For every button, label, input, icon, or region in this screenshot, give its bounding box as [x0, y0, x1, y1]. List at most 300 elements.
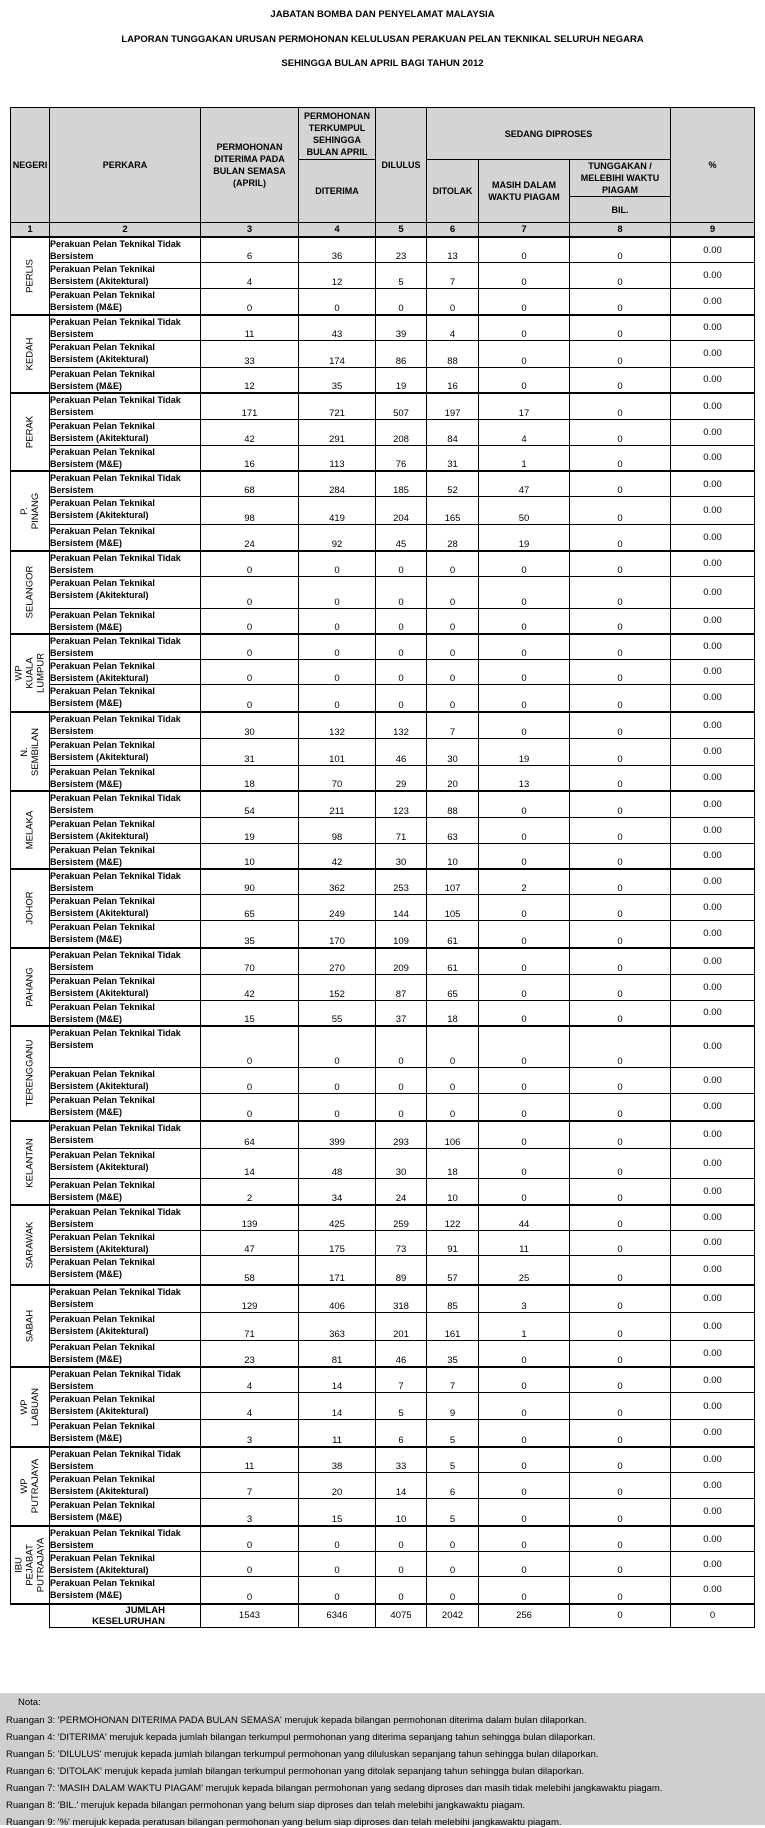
value-cell: 19 — [479, 525, 570, 551]
table-row — [11, 1121, 755, 1149]
value-cell: 61 — [427, 920, 479, 948]
value-cell: 107 — [427, 869, 479, 895]
value-cell: 0 — [299, 1552, 376, 1577]
value-cell: 14 — [376, 1472, 427, 1498]
value-cell: 0 — [201, 576, 299, 608]
value-cell: 0 — [427, 551, 479, 577]
value-cell: 91 — [427, 1230, 479, 1255]
value-cell: 0 — [299, 659, 376, 684]
value-cell: 0 — [376, 1526, 427, 1552]
value-cell: 44 — [479, 1205, 570, 1231]
item-label: Perakuan Pelan Teknikal Tidak Bersistem — [50, 869, 201, 895]
table-row — [11, 1498, 755, 1526]
value-cell: 0 — [201, 1577, 299, 1604]
value-cell: 85 — [427, 1285, 479, 1312]
value-cell: 0.00 — [671, 525, 755, 551]
value-cell: 24 — [201, 525, 299, 551]
value-cell: 4 — [479, 419, 570, 445]
value-cell: 18 — [427, 1149, 479, 1179]
value-cell: 42 — [299, 843, 376, 869]
item-label: Perakuan Pelan Teknikal Bersistem (M&E) — [50, 608, 201, 634]
note-line: Ruangan 5: 'DILULUS' merujuk kepada jumlah bilangan terkumpul permohonan yang diluluskan sepanjang tahun sehingga bulan dilaporkan. — [6, 1749, 599, 1760]
value-cell: 0 — [479, 1094, 570, 1121]
value-cell: 270 — [299, 948, 376, 974]
item-label: Perakuan Pelan Teknikal Tidak Bersistem — [50, 712, 201, 738]
value-cell: 0 — [570, 367, 671, 393]
value-cell: 0 — [570, 1577, 671, 1604]
value-cell: 0 — [479, 1472, 570, 1498]
value-cell: 0 — [570, 1498, 671, 1526]
value-cell: 0 — [299, 1526, 376, 1552]
value-cell: 5 — [427, 1498, 479, 1526]
value-cell: 0 — [570, 684, 671, 712]
state-name: SABAH — [24, 1309, 36, 1343]
value-cell: 0 — [570, 1230, 671, 1255]
value-cell: 0 — [201, 1094, 299, 1121]
value-cell: 12 — [299, 263, 376, 289]
item-label: Perakuan Pelan Teknikal Bersistem (Akitektural) — [50, 1149, 201, 1179]
value-cell: 0 — [479, 634, 570, 660]
value-cell: 0 — [201, 1526, 299, 1552]
value-cell: 0 — [299, 634, 376, 660]
value-cell: 293 — [376, 1121, 427, 1149]
table-row — [11, 367, 755, 393]
value-cell: 0 — [570, 419, 671, 445]
item-label: Perakuan Pelan Teknikal Bersistem (M&E) — [50, 843, 201, 869]
table-row — [11, 791, 755, 817]
note-line: Ruangan 8: 'BIL.' merujuk kepada bilangan permohonan yang belum siap diproses dan telah melebihi jangkawaktu piagam. — [6, 1800, 526, 1811]
value-cell: 0.00 — [671, 974, 755, 1000]
value-cell: 0.00 — [671, 659, 755, 684]
col-bil-header: BIL. — [570, 197, 671, 223]
table-row — [11, 1149, 755, 1179]
value-cell: 129 — [201, 1285, 299, 1312]
item-label: Perakuan Pelan Teknikal Tidak Bersistem — [50, 1447, 201, 1473]
value-cell: 101 — [299, 738, 376, 765]
table-row — [11, 948, 755, 974]
value-cell: 65 — [201, 894, 299, 920]
value-cell: 46 — [376, 1340, 427, 1367]
value-cell: 0 — [570, 712, 671, 738]
value-cell: 0.00 — [671, 367, 755, 393]
value-cell: 0 — [479, 608, 570, 634]
value-cell: 14 — [299, 1393, 376, 1420]
value-cell: 6 — [376, 1420, 427, 1447]
total-value: 256 — [479, 1604, 570, 1628]
value-cell: 171 — [201, 393, 299, 419]
value-cell: 0.00 — [671, 608, 755, 634]
item-label: Perakuan Pelan Teknikal Bersistem (Akitektural) — [50, 1472, 201, 1498]
value-cell: 0.00 — [671, 817, 755, 843]
state-name: SARAWAK — [24, 1221, 36, 1269]
table-row — [11, 843, 755, 869]
value-cell: 84 — [427, 419, 479, 445]
table-row — [11, 920, 755, 948]
table-row — [11, 576, 755, 608]
item-label: Perakuan Pelan Teknikal Tidak Bersistem — [50, 1285, 201, 1312]
value-cell: 0 — [570, 1312, 671, 1340]
col-number: 3 — [201, 223, 299, 238]
state-name: WP PUTRAJAYA — [19, 1458, 41, 1514]
table-row — [11, 1285, 755, 1312]
table-row — [11, 1094, 755, 1121]
value-cell: 0 — [427, 659, 479, 684]
item-label: Perakuan Pelan Teknikal Bersistem (M&E) — [50, 684, 201, 712]
value-cell: 1 — [479, 445, 570, 471]
value-cell: 57 — [427, 1255, 479, 1285]
value-cell: 0.00 — [671, 1179, 755, 1205]
value-cell: 0 — [299, 1577, 376, 1604]
value-cell: 81 — [299, 1340, 376, 1367]
value-cell: 0 — [570, 1205, 671, 1231]
value-cell: 0.00 — [671, 791, 755, 817]
value-cell: 144 — [376, 894, 427, 920]
value-cell: 7 — [427, 1367, 479, 1393]
table-row — [11, 1472, 755, 1498]
state-name: JOHOR — [24, 891, 36, 925]
value-cell: 63 — [427, 817, 479, 843]
state-name: SELANGOR — [24, 565, 36, 619]
value-cell: 3 — [479, 1285, 570, 1312]
notes-title: Nota: — [18, 1697, 41, 1708]
item-label: Perakuan Pelan Teknikal Tidak Bersistem — [50, 1205, 201, 1231]
value-cell: 54 — [201, 791, 299, 817]
value-cell: 0 — [570, 1068, 671, 1094]
table-row — [11, 869, 755, 895]
value-cell: 171 — [299, 1255, 376, 1285]
value-cell: 68 — [201, 471, 299, 497]
state-name: MELAKA — [24, 810, 36, 850]
value-cell: 0 — [201, 1068, 299, 1094]
value-cell: 0.00 — [671, 551, 755, 577]
value-cell: 48 — [299, 1149, 376, 1179]
col-diterima-bulan-header: PERMOHONAN DITERIMA PADA BULAN SEMASA (APRIL) — [201, 108, 299, 223]
value-cell: 33 — [376, 1447, 427, 1473]
value-cell: 0 — [570, 843, 671, 869]
value-cell: 39 — [376, 315, 427, 341]
value-cell: 0 — [427, 1026, 479, 1068]
state-cell — [11, 1367, 50, 1447]
value-cell: 0 — [376, 608, 427, 634]
value-cell: 0 — [479, 1526, 570, 1552]
state-name: N. SEMBILAN — [19, 727, 41, 776]
value-cell: 47 — [479, 471, 570, 497]
value-cell: 0 — [479, 684, 570, 712]
value-cell: 0.00 — [671, 1498, 755, 1526]
table-row — [11, 1577, 755, 1604]
item-label: Perakuan Pelan Teknikal Bersistem (Akitektural) — [50, 497, 201, 525]
value-cell: 0 — [570, 738, 671, 765]
value-cell: 0.00 — [671, 1340, 755, 1367]
value-cell: 362 — [299, 869, 376, 895]
value-cell: 0.00 — [671, 738, 755, 765]
col-diterima-header: DITERIMA — [299, 160, 376, 223]
value-cell: 0.00 — [671, 1552, 755, 1577]
value-cell: 11 — [201, 1447, 299, 1473]
item-label: Perakuan Pelan Teknikal Tidak Bersistem — [50, 551, 201, 577]
total-value: 4075 — [376, 1604, 427, 1628]
value-cell: 0 — [479, 1121, 570, 1149]
value-cell: 0 — [427, 608, 479, 634]
value-cell: 0 — [479, 1447, 570, 1473]
value-cell: 42 — [201, 974, 299, 1000]
table-row — [11, 608, 755, 634]
item-label: Perakuan Pelan Teknikal Bersistem (M&E) — [50, 1094, 201, 1121]
value-cell: 0 — [427, 1552, 479, 1577]
state-cell — [11, 1447, 50, 1527]
value-cell: 152 — [299, 974, 376, 1000]
state-cell — [11, 1205, 50, 1286]
value-cell: 201 — [376, 1312, 427, 1340]
value-cell: 30 — [201, 712, 299, 738]
value-cell: 0 — [376, 1094, 427, 1121]
value-cell: 50 — [479, 497, 570, 525]
value-cell: 0 — [479, 576, 570, 608]
value-cell: 30 — [427, 738, 479, 765]
table-row — [11, 393, 755, 419]
notes-section — [0, 1693, 765, 1828]
value-cell: 0.00 — [671, 340, 755, 367]
value-cell: 0.00 — [671, 1149, 755, 1179]
value-cell: 0 — [427, 576, 479, 608]
value-cell: 0 — [479, 948, 570, 974]
value-cell: 30 — [376, 843, 427, 869]
table-row — [11, 738, 755, 765]
value-cell: 0 — [570, 289, 671, 315]
value-cell: 0.00 — [671, 1068, 755, 1094]
value-cell: 2 — [479, 869, 570, 895]
value-cell: 0 — [376, 551, 427, 577]
value-cell: 9 — [427, 1393, 479, 1420]
value-cell: 0 — [570, 634, 671, 660]
value-cell: 0 — [299, 576, 376, 608]
value-cell: 0 — [201, 1026, 299, 1068]
value-cell: 29 — [376, 765, 427, 791]
value-cell: 5 — [376, 263, 427, 289]
value-cell: 2 — [201, 1179, 299, 1205]
state-name: PERLIS — [24, 258, 36, 293]
value-cell: 0 — [570, 1340, 671, 1367]
value-cell: 0 — [570, 1094, 671, 1121]
value-cell: 98 — [201, 497, 299, 525]
value-cell: 0 — [427, 634, 479, 660]
value-cell: 0.00 — [671, 419, 755, 445]
value-cell: 7 — [427, 263, 479, 289]
value-cell: 20 — [299, 1472, 376, 1498]
table-row — [11, 315, 755, 341]
value-cell: 0.00 — [671, 1094, 755, 1121]
value-cell: 4 — [201, 263, 299, 289]
value-cell: 0 — [201, 684, 299, 712]
value-cell: 122 — [427, 1205, 479, 1231]
item-label: Perakuan Pelan Teknikal Bersistem (M&E) — [50, 367, 201, 393]
value-cell: 105 — [427, 894, 479, 920]
value-cell: 0 — [570, 576, 671, 608]
value-cell: 35 — [201, 920, 299, 948]
value-cell: 0 — [201, 659, 299, 684]
value-cell: 13 — [479, 765, 570, 791]
value-cell: 0 — [570, 340, 671, 367]
value-cell: 23 — [376, 237, 427, 263]
value-cell: 0.00 — [671, 1420, 755, 1447]
value-cell: 0.00 — [671, 1447, 755, 1473]
value-cell: 4 — [201, 1393, 299, 1420]
value-cell: 73 — [376, 1230, 427, 1255]
state-cell — [11, 551, 50, 634]
item-label: Perakuan Pelan Teknikal Bersistem (Akitektural) — [50, 1393, 201, 1420]
total-label: JUMLAH KESELURUHAN — [50, 1604, 201, 1628]
value-cell: 0 — [479, 817, 570, 843]
value-cell: 0 — [427, 684, 479, 712]
value-cell: 0.00 — [671, 684, 755, 712]
table-row — [11, 1420, 755, 1447]
value-cell: 0 — [479, 1420, 570, 1447]
value-cell: 174 — [299, 340, 376, 367]
value-cell: 197 — [427, 393, 479, 419]
value-cell: 98 — [299, 817, 376, 843]
value-cell: 0 — [570, 1367, 671, 1393]
total-value: 1543 — [201, 1604, 299, 1628]
value-cell: 76 — [376, 445, 427, 471]
value-cell: 721 — [299, 393, 376, 419]
value-cell: 0.00 — [671, 1472, 755, 1498]
value-cell: 0.00 — [671, 576, 755, 608]
table-row — [11, 1526, 755, 1552]
value-cell: 0.00 — [671, 315, 755, 341]
state-name: P. PINANG — [19, 492, 41, 529]
value-cell: 0.00 — [671, 497, 755, 525]
state-name: TERENGGANU — [24, 1039, 36, 1107]
value-cell: 0.00 — [671, 1393, 755, 1420]
value-cell: 0 — [570, 1026, 671, 1068]
value-cell: 0.00 — [671, 445, 755, 471]
value-cell: 0 — [376, 289, 427, 315]
state-cell — [11, 1121, 50, 1205]
value-cell: 0 — [570, 608, 671, 634]
value-cell: 259 — [376, 1205, 427, 1231]
value-cell: 0 — [376, 1068, 427, 1094]
table-row — [11, 340, 755, 367]
value-cell: 16 — [427, 367, 479, 393]
value-cell: 65 — [427, 974, 479, 1000]
value-cell: 31 — [201, 738, 299, 765]
value-cell: 0 — [201, 1552, 299, 1577]
value-cell: 10 — [376, 1498, 427, 1526]
value-cell: 0 — [570, 497, 671, 525]
value-cell: 170 — [299, 920, 376, 948]
state-cell — [11, 791, 50, 869]
col-masih-header: MASIH DALAM WAKTU PIAGAM — [479, 160, 570, 223]
table-row — [11, 1340, 755, 1367]
total-value: 0 — [671, 1604, 755, 1628]
value-cell: 113 — [299, 445, 376, 471]
value-cell: 0 — [570, 1472, 671, 1498]
state-cell — [11, 471, 50, 551]
table-row — [11, 1447, 755, 1473]
value-cell: 249 — [299, 894, 376, 920]
state-cell — [11, 634, 50, 713]
value-cell: 34 — [299, 1179, 376, 1205]
value-cell: 0 — [570, 920, 671, 948]
state-name: PERAK — [24, 415, 36, 449]
value-cell: 12 — [201, 367, 299, 393]
item-label: Perakuan Pelan Teknikal Bersistem (Akitektural) — [50, 263, 201, 289]
value-cell: 0.00 — [671, 1577, 755, 1604]
value-cell: 0.00 — [671, 1526, 755, 1552]
value-cell: 0 — [479, 367, 570, 393]
value-cell: 0 — [299, 1094, 376, 1121]
value-cell: 0 — [376, 659, 427, 684]
table-row — [11, 634, 755, 660]
total-spacer — [11, 1604, 50, 1628]
col-ditolak-header: DITOLAK — [427, 160, 479, 223]
value-cell: 0.00 — [671, 948, 755, 974]
value-cell: 0.00 — [671, 1026, 755, 1068]
col-number: 2 — [50, 223, 201, 238]
value-cell: 45 — [376, 525, 427, 551]
value-cell: 0 — [427, 1526, 479, 1552]
table-row — [11, 419, 755, 445]
value-cell: 6 — [427, 1472, 479, 1498]
item-label: Perakuan Pelan Teknikal Bersistem (M&E) — [50, 1000, 201, 1026]
value-cell: 0.00 — [671, 894, 755, 920]
value-cell: 0.00 — [671, 471, 755, 497]
value-cell: 0 — [479, 1149, 570, 1179]
value-cell: 0 — [376, 634, 427, 660]
value-cell: 123 — [376, 791, 427, 817]
value-cell: 19 — [201, 817, 299, 843]
value-cell: 11 — [479, 1230, 570, 1255]
value-cell: 0 — [479, 1498, 570, 1526]
value-cell: 36 — [299, 237, 376, 263]
value-cell: 88 — [427, 791, 479, 817]
item-label: Perakuan Pelan Teknikal Tidak Bersistem — [50, 315, 201, 341]
value-cell: 0.00 — [671, 765, 755, 791]
value-cell: 0 — [479, 920, 570, 948]
state-cell — [11, 237, 50, 315]
col-number: 7 — [479, 223, 570, 238]
table-row — [11, 1312, 755, 1340]
value-cell: 0 — [427, 289, 479, 315]
table-row — [11, 525, 755, 551]
value-cell: 52 — [427, 471, 479, 497]
value-cell: 0 — [427, 1094, 479, 1121]
value-cell: 0 — [479, 237, 570, 263]
value-cell: 11 — [299, 1420, 376, 1447]
item-label: Perakuan Pelan Teknikal Tidak Bersistem — [50, 1367, 201, 1393]
value-cell: 0 — [479, 894, 570, 920]
value-cell: 0 — [299, 289, 376, 315]
value-cell: 10 — [427, 1179, 479, 1205]
table-row — [11, 445, 755, 471]
table-row — [11, 1000, 755, 1026]
value-cell: 0 — [479, 791, 570, 817]
state-cell — [11, 712, 50, 791]
value-cell: 0 — [570, 1000, 671, 1026]
value-cell: 0 — [479, 315, 570, 341]
report-table — [10, 107, 755, 1628]
value-cell: 0 — [299, 551, 376, 577]
value-cell: 7 — [376, 1367, 427, 1393]
table-row — [11, 1255, 755, 1285]
col-terkumpul-header: PERMOHONAN TERKUMPUL SEHINGGA BULAN APRIL — [299, 108, 376, 160]
value-cell: 363 — [299, 1312, 376, 1340]
value-cell: 28 — [427, 525, 479, 551]
item-label: Perakuan Pelan Teknikal Bersistem (Akitektural) — [50, 738, 201, 765]
report-period: SEHINGGA BULAN APRIL BAGI TAHUN 2012 — [281, 58, 484, 69]
value-cell: 0 — [427, 1577, 479, 1604]
value-cell: 0 — [570, 869, 671, 895]
